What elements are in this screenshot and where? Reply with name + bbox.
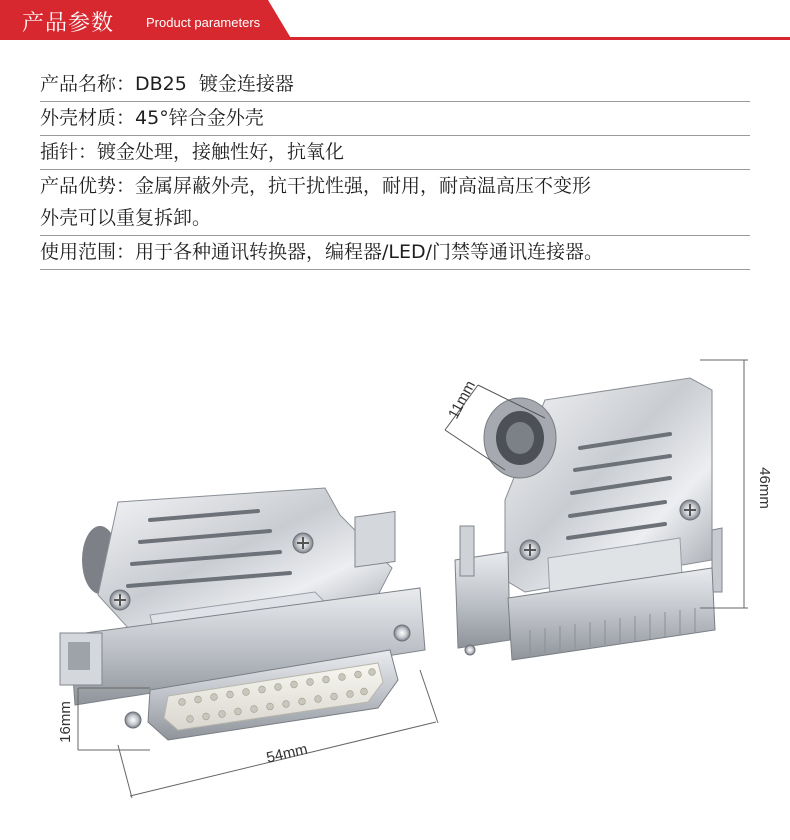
param-value: 用于各种通讯转换器，编程器/LED/门禁等通讯连接器。 (135, 241, 604, 263)
dim-width-front: 54mm (264, 740, 310, 767)
params-list (40, 68, 750, 270)
header-title-en: Product parameters (146, 15, 261, 30)
header-title-cn: 产品参数 (22, 11, 115, 36)
product-figure (0, 330, 790, 836)
param-value: 45°锌合金外壳 (135, 107, 264, 129)
param-row-advantages (40, 170, 750, 236)
param-label: 使用范围： (40, 241, 136, 263)
dim-height-front: 16mm (57, 701, 74, 743)
dim-height-side: 46mm (756, 467, 773, 509)
param-value: DB25 镀金连接器 (135, 73, 294, 95)
product-illustration (0, 330, 790, 836)
param-label: 插针： (40, 141, 98, 163)
param-row-usage (40, 236, 750, 270)
param-row-pins (40, 136, 750, 170)
side-connector-image (445, 360, 773, 660)
front-connector-image (57, 488, 438, 798)
param-label: 外壳材质： (40, 107, 136, 129)
dim-cable-dia: 11mm (445, 377, 480, 422)
param-row-name (40, 68, 750, 102)
param-row-material (40, 102, 750, 136)
param-value: 金属屏蔽外壳，抗干扰性强，耐用，耐高温高压不变形 (135, 175, 592, 197)
section-header (0, 0, 790, 46)
param-label: 产品优势： (40, 175, 136, 197)
param-value: 镀金处理，接触性好，抗氧化 (97, 141, 345, 163)
param-value-line2: 外壳可以重复拆卸。 (40, 207, 212, 229)
param-label: 产品名称： (40, 73, 136, 95)
